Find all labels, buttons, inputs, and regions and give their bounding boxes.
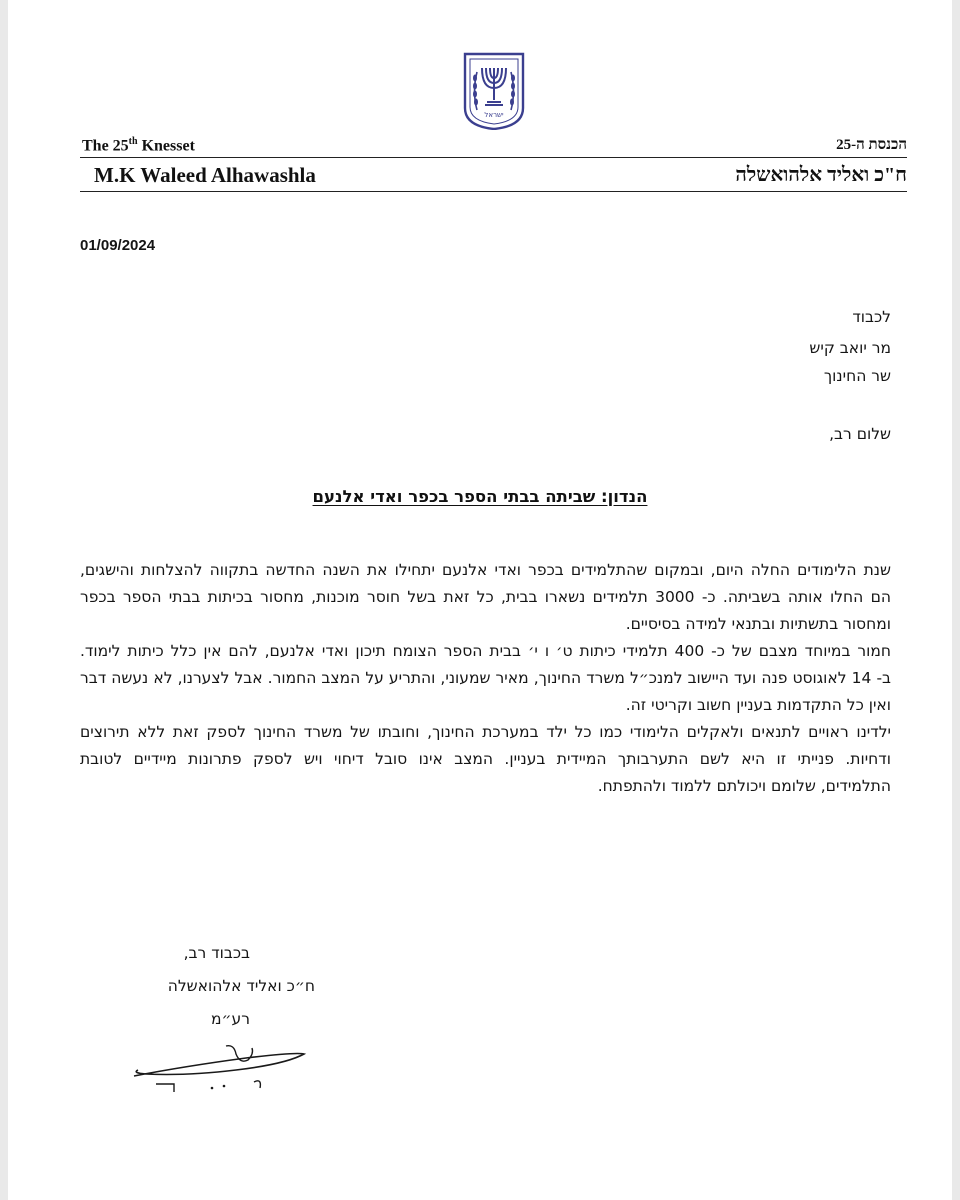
letter-page [8,0,952,1200]
knesset-emblem-icon [463,52,525,130]
knesset-en [82,136,195,155]
recipient-line-3: שר החינוך [823,367,891,385]
body-line: ומחסור בתשתיות ובתנאי למידה בסיסיים. [625,615,891,633]
header-divider-top [80,157,907,158]
body-line: ואין כל התקדמות בעניין חשוב וקריטי זה. [625,696,891,714]
closing-line-1: בכבוד רב, [183,944,250,962]
body-line: ב- 14 לאוגוסט פנה ועד היישוב למנכ״ל משרד החינוך, מאיר שמעוני, והתריע על המצב החמור. אבל לצערנו, לא נעשה דבר [80,669,892,687]
body-paragraphs [80,557,891,800]
knesset-en-prefix: The 25 [82,137,129,155]
greeting: שלום רב, [829,425,891,443]
closing-party: רע״מ [211,1010,250,1028]
letter-date: 01/09/2024 [80,237,156,254]
body-line: שנת הלימודים החלה היום, ובמקום שהתלמידים בכפר ואדי אלנעם יתחילו את השנה החדשה בתקווה להצלחות והישגים, [80,561,891,579]
knesset-en-sup: th [128,136,138,147]
body-line: ילדינו ראויים לתנאים ולאקלים הלימודי כמו כל ילד במערכת החינוך, וחובתו של משרד החינוך לספק זאת ללא תירוצים [80,723,891,741]
emblem-text: ישראל [484,111,504,119]
subject-text: הנדון: שביתה בבתי הספר בכפר ואדי אלנעם [312,487,648,506]
knesset-en-suffix: Knesset [137,137,195,155]
closing-signatory-name: ח״כ ואליד אלהואשלה [167,977,315,995]
knesset-he: הכנסת ה-25 [836,137,907,153]
handwritten-signature [126,1040,316,1100]
mk-name-en: M.K Waleed Alhawashla [94,163,316,187]
recipient-line-1: לכבוד [852,308,891,326]
mk-name-he: ח"כ ואליד אלהואשלה [735,164,907,186]
body-line: חמור במיוחד מצבם של כ- 400 תלמידי כיתות ט׳ ו י׳ בבית הספר הצומח תיכון ואדי אלנעם, להם אין כלל כיתות לימוד. [80,642,892,660]
recipient-line-2: מר יואב קיש [809,339,891,357]
body-line: הם החלו אותה בשביתה. כ- 3000 תלמידים נשארו בבית, כל זאת בשל חוסר מוכנות, מחסור בכיתות בבתי הספר בכפר [80,588,892,606]
subject-line [8,487,952,506]
body-line: ודחיות. פנייתי זו היא לשם התערבותך המיידית בעניין. המצב אינו סובל דיחוי ויש לספק פתרונות מיידיים לטובת [80,750,891,768]
header-divider-bottom [80,191,907,192]
body-line: התלמידים, שלומם ויכולתם ללמוד ולהתפתח. [597,777,891,795]
